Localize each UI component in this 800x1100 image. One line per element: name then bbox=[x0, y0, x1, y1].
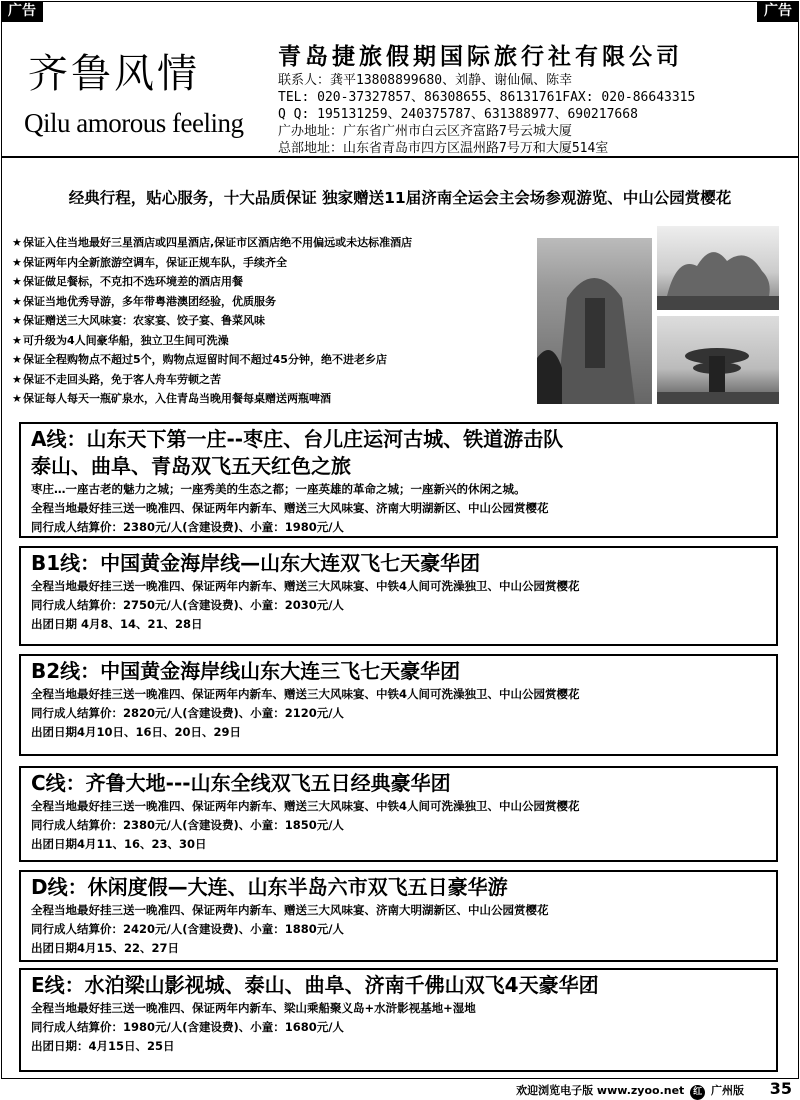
route-line: 出团日期：4月15日、25日 bbox=[31, 1039, 175, 1053]
route-line: 同行成人结算价：2380元/人(含建设费)、小童：1980元/人 bbox=[31, 520, 344, 534]
star-icon: ★ bbox=[12, 392, 22, 405]
route-line: 同行成人结算价：1980元/人(含建设费)、小童：1680元/人 bbox=[31, 1020, 344, 1034]
contact-line: 广办地址：广东省广州市白云区齐富路7号云城大厦 bbox=[278, 124, 572, 139]
star-icon: ★ bbox=[12, 314, 22, 327]
route-line: 出团日期 4月8、14、21、28日 bbox=[31, 617, 203, 631]
star-icon: ★ bbox=[12, 275, 22, 288]
badge-icon: 红 bbox=[690, 1085, 705, 1100]
footer-text bbox=[516, 1082, 744, 1100]
star-icon: ★ bbox=[12, 353, 22, 366]
header bbox=[2, 20, 798, 158]
route-line: 同行成人结算价：2420元/人(含建设费)、小童：1880元/人 bbox=[31, 922, 344, 936]
route-title: C线：齐鲁大地---山东全线双飞五日经典豪华团 bbox=[31, 771, 451, 795]
contact-line: 联系人：龚平13808899680、刘静、谢仙佩、陈幸 bbox=[278, 73, 573, 88]
route-line: 同行成人结算价：2750元/人(含建设费)、小童：2030元/人 bbox=[31, 598, 344, 612]
ad-tag-left: 广告 bbox=[1, 1, 43, 22]
feature-item: ★保证全程购物点不超过5个，购物点逗留时间不超过45分钟，绝不进老乡店 bbox=[12, 350, 540, 370]
feature-item: ★保证做足餐标，不克扣不选环境差的酒店用餐 bbox=[12, 272, 540, 292]
contact-line: TEL: 020-37327857、86308655、86131761FAX: 020-86643315 bbox=[278, 90, 696, 105]
star-icon: ★ bbox=[12, 294, 22, 308]
route-line: 同行成人结算价：2820元/人(含建设费)、小童：2120元/人 bbox=[31, 706, 344, 720]
star-icon: ★ bbox=[12, 333, 22, 347]
contact-line: 总部地址：山东省青岛市四方区温州路7号万和大厦514室 bbox=[278, 141, 609, 156]
logo-english: Qilu amorous feeling bbox=[24, 108, 244, 138]
stone-monument-image bbox=[537, 238, 652, 404]
feature-item: ★保证每人每天一瓶矿泉水，入住青岛当晚用餐每桌赠送两瓶啤酒 bbox=[12, 389, 540, 409]
star-icon: ★ bbox=[12, 372, 22, 386]
contact-info bbox=[278, 72, 695, 157]
feature-list bbox=[12, 233, 540, 409]
photo-qingdao-tower bbox=[657, 316, 779, 404]
route-line: 全程当地最好挂三送一晚准四、保证两年内新车、赠送三大风味宴、济南大明湖新区、中山公园赏樱花 bbox=[31, 501, 549, 515]
route-line: 全程当地最好挂三送一晚准四、保证两年内新车、赠送三大风味宴、中铁4人间可洗澡独卫、中山公园赏樱花 bbox=[31, 799, 580, 813]
route-title: D线：休闲度假—大连、山东半岛六市双飞五日豪华游 bbox=[31, 875, 508, 899]
route-line: 出团日期4月15、22、27日 bbox=[31, 941, 180, 955]
photo-sculpture bbox=[657, 226, 779, 310]
ad-tag-right: 广告 bbox=[757, 1, 799, 22]
contact-line: Q Q: 195131259、240375787、631388977、690217668 bbox=[278, 107, 638, 122]
feature-item: ★保证入住当地最好三星酒店或四星酒店,保证市区酒店绝不用偏远或未达标准酒店 bbox=[12, 233, 540, 253]
edition-label: 广州版 bbox=[711, 1084, 744, 1097]
route-a bbox=[19, 422, 778, 538]
feature-item: ★保证两年内全新旅游空调车，保证正规车队，手续齐全 bbox=[12, 253, 540, 273]
route-line: 全程当地最好挂三送一晚准四、保证两年内新车、梁山乘船聚义岛+水浒影视基地+湿地 bbox=[31, 1001, 476, 1015]
sculpture-image bbox=[657, 226, 779, 310]
route-line: 全程当地最好挂三送一晚准四、保证两年内新车、赠送三大风味宴、中铁4人间可洗澡独卫、中山公园赏樱花 bbox=[31, 687, 580, 701]
feature-item: ★可升级为4人间豪华船，独立卫生间可洗澡 bbox=[12, 331, 540, 351]
route-title: 泰山、曲阜、青岛双飞五天红色之旅 bbox=[31, 454, 351, 478]
route-e bbox=[19, 968, 778, 1072]
route-title: B2线：中国黄金海岸线山东大连三飞七天豪华团 bbox=[31, 659, 461, 683]
route-d bbox=[19, 870, 778, 962]
tower-image bbox=[657, 316, 779, 404]
slogan: 经典行程，贴心服务，十大品质保证 独家赠送11届济南全运会主会场参观游览、中山公园赏樱花 bbox=[68, 189, 732, 207]
feature-item: ★保证不走回头路，免于客人舟车劳顿之苦 bbox=[12, 370, 540, 390]
company-name: 青岛捷旅假期国际旅行社有限公司 bbox=[278, 43, 683, 70]
star-icon: ★ bbox=[12, 255, 22, 269]
route-title: B1线：中国黄金海岸线—山东大连双飞七天豪华团 bbox=[31, 551, 481, 575]
route-line: 出团日期4月11、16、23、30日 bbox=[31, 837, 207, 851]
route-title: A线：山东天下第一庄--枣庄、台儿庄运河古城、铁道游击队 bbox=[31, 427, 564, 451]
star-icon: ★ bbox=[12, 236, 22, 249]
page-number: 35 bbox=[769, 1079, 792, 1098]
route-line: 全程当地最好挂三送一晚准四、保证两年内新车、赠送三大风味宴、济南大明湖新区、中山公园赏樱花 bbox=[31, 903, 549, 917]
route-b2 bbox=[19, 654, 778, 756]
logo-chinese: 齐鲁风情 bbox=[28, 51, 200, 97]
footer-url: 欢迎浏览电子版 www.zyoo.net bbox=[516, 1084, 685, 1097]
route-line: 枣庄…一座古老的魅力之城；一座秀美的生态之都；一座英雄的革命之城；一座新兴的休闲之城。 bbox=[31, 482, 526, 496]
route-line: 全程当地最好挂三送一晚准四、保证两年内新车、赠送三大风味宴、中铁4人间可洗澡独卫、中山公园赏樱花 bbox=[31, 579, 580, 593]
route-c bbox=[19, 766, 778, 862]
route-b1 bbox=[19, 546, 778, 646]
route-line: 同行成人结算价：2380元/人(含建设费)、小童：1850元/人 bbox=[31, 818, 344, 832]
route-line: 出团日期4月10日、16日、20日、29日 bbox=[31, 725, 242, 739]
route-title: E线：水泊梁山影视城、泰山、曲阜、济南千佛山双飞4天豪华团 bbox=[31, 973, 599, 997]
feature-item: ★保证当地优秀导游，多年带粤港澳团经验，优质服务 bbox=[12, 292, 540, 312]
feature-item: ★保证赠送三大风味宴：农家宴、饺子宴、鲁菜风味 bbox=[12, 311, 540, 331]
photo-wuyue-stone bbox=[537, 238, 652, 404]
